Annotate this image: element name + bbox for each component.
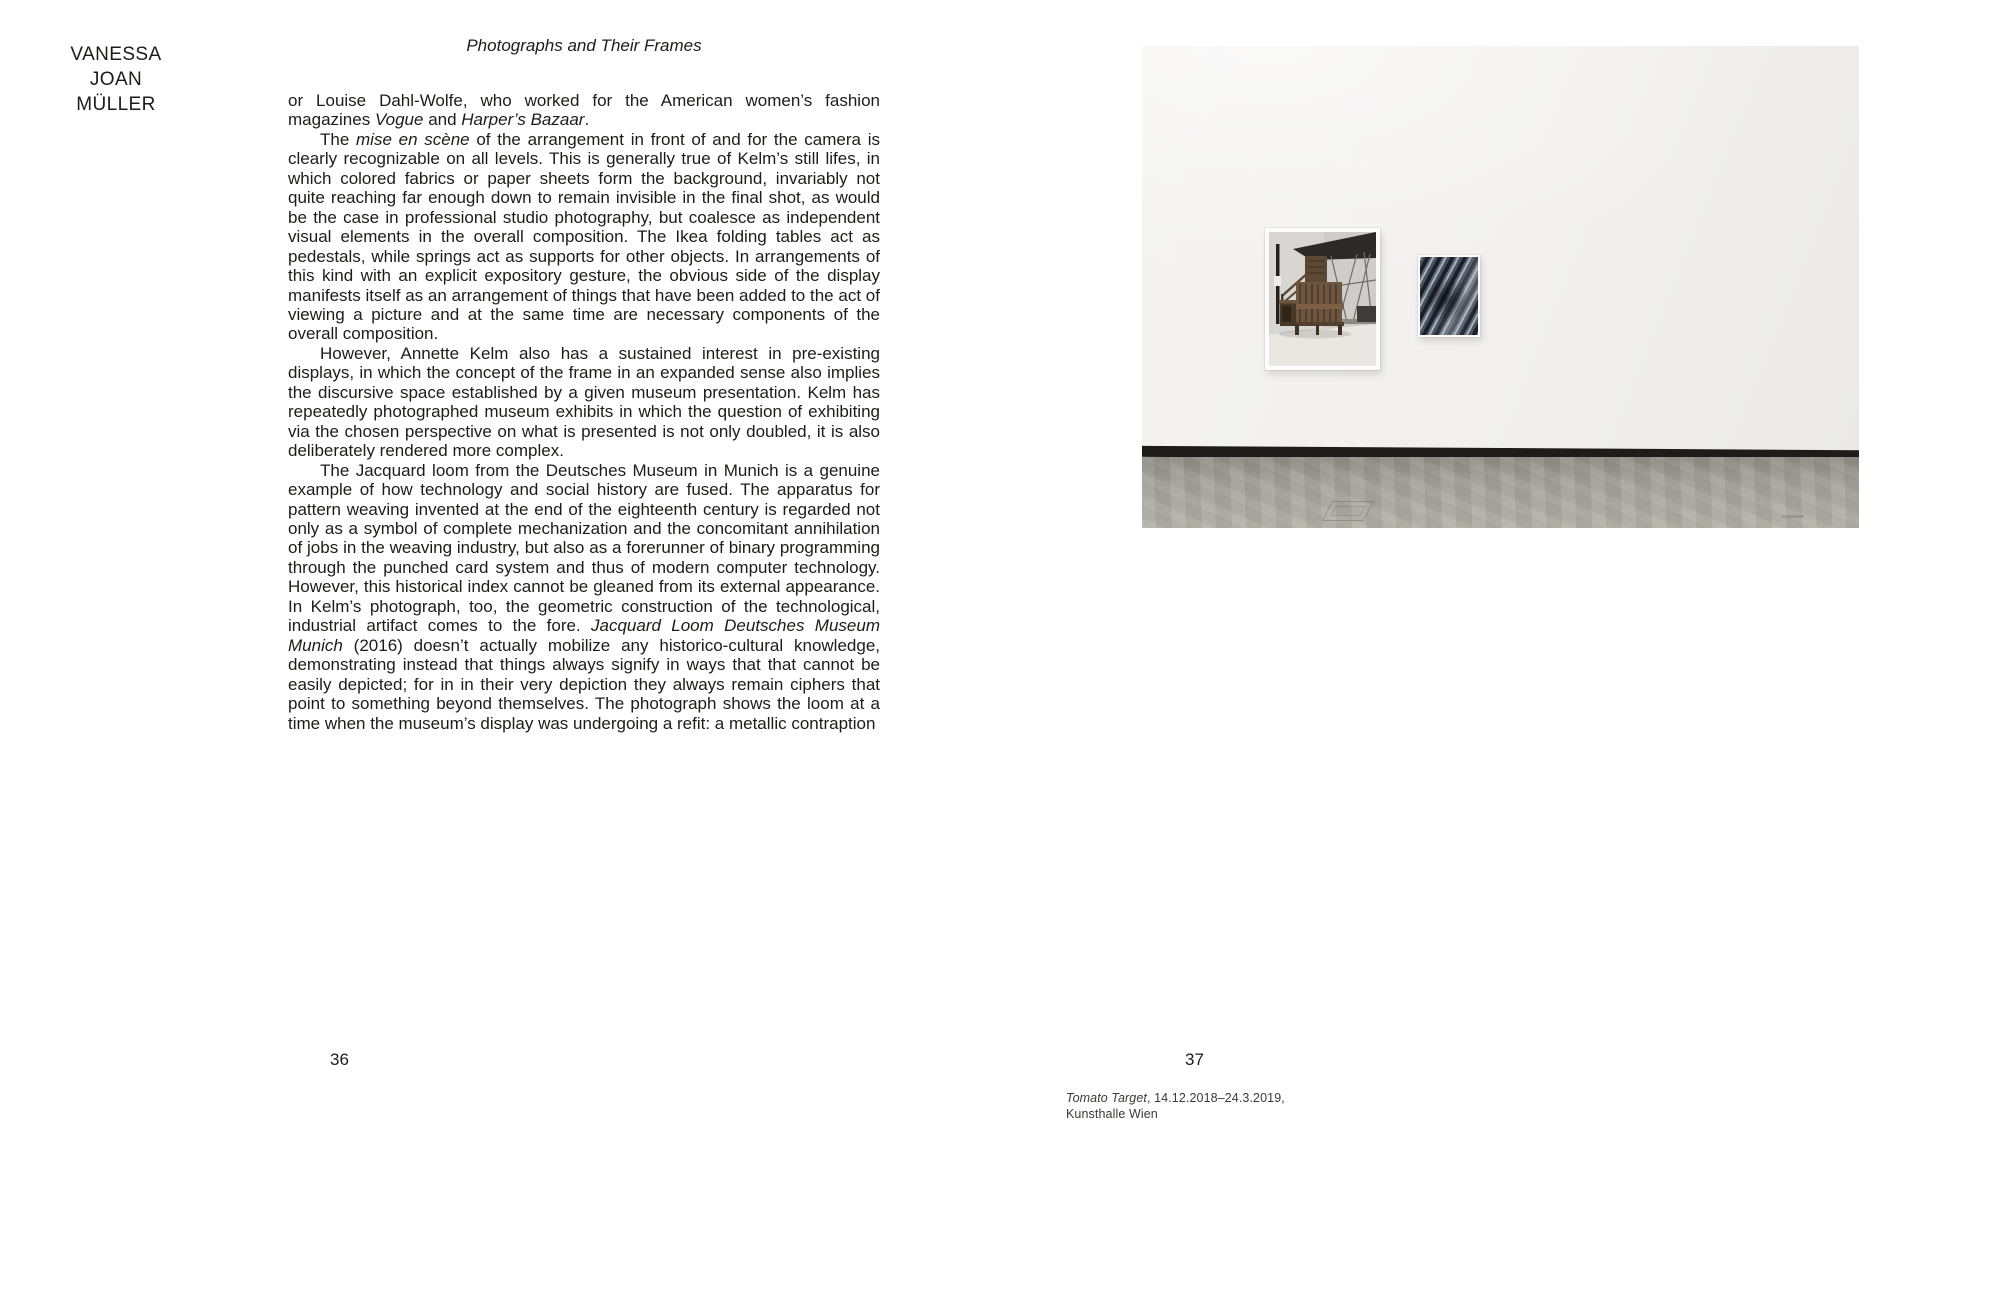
artwork-jacquard-loom-photo (1265, 228, 1380, 370)
floor-hatch-inner (1330, 506, 1365, 516)
caption-venue: Kunsthalle Wien (1066, 1106, 1158, 1121)
floor-seam-mark (1781, 515, 1805, 518)
artwork-punched-cards-photo (1418, 255, 1480, 337)
page-number-left: 36 (330, 1050, 349, 1069)
installation-photo (1142, 46, 1859, 528)
photo-caption (1066, 1091, 1386, 1122)
paragraph-2: The mise en scène of the arrangement in front of and for the camera is clearly recognizable on all levels. This is generally true of Kelm’s still lifes, in which colored fabrics or paper sheets form the background, invariably not quite reaching far enough down to remain invisible in the final shot, as would be the case in professional studio photography, but coalesce as independent visual elements in the overall composition. The Ikea folding tables act as pedestals, while springs act as supports for other objects. In arrangements of this kind with an explicit expository gesture, the obvious side of the display manifests itself as an arrangement of things that have been added to the act of viewing a picture and at the same time are necessary components of the overall composition. (288, 129, 880, 344)
gallery-floor (1142, 457, 1859, 528)
author-name (52, 42, 180, 117)
punched-cards-image (1420, 257, 1478, 335)
author-line-3: MÜLLER (76, 94, 156, 115)
gallery-wall (1142, 46, 1859, 450)
page-number-right: 37 (1185, 1050, 1204, 1069)
paragraph-3: However, Annette Kelm also has a sustained interest in pre-existing displays, in which the concept of the frame in an expanded sense also implies the discursive space established by a given museum presentation. Kelm has repeatedly photographed museum exhibits in which the question of exhibiting via the chosen perspective on what is presented is not only doubled, it is also deliberately rendered more complex. (288, 343, 880, 461)
caption-work-title: Tomato Target (1066, 1091, 1147, 1105)
caption-details: , 14.12.2018–24.3.2019, (1146, 1091, 1285, 1105)
essay-title: Photographs and Their Frames (466, 36, 702, 55)
paragraph-1: or Louise Dahl-Wolfe, who worked for the American women’s fashion magazines Vogue and Harper’s Bazaar. (288, 91, 880, 130)
author-line-2: JOAN (89, 69, 143, 90)
jacquard-loom-image (1269, 232, 1376, 366)
floor-hatch-outline (1322, 501, 1375, 521)
paragraph-4: The Jacquard loom from the Deutsches Museum in Munich is a genuine example of how technology and social history are fused. The apparatus for pattern weaving invented at the end of the eighteenth century is regarded not only as a symbol of complete mechanization and the concomitant annihilation of jobs in the weaving industry, but also as a forerunner of binary programming through the punched card system and thus of modern computer technology. However, this historical index cannot be gleaned from its external appearance. In Kelm’s photograph, too, the geometric construction of the technological, industrial artifact comes to the fore. Jacquard Loom Deutsches Museum Munich (2016) doesn’t actually mobilize any historico-cultural knowledge, demonstrating instead that things always signify in ways that that cannot be easily depicted; for in in their very depiction they always remain ciphers that point to something beyond themselves. The photograph shows the loom at a time when the museum’s display was undergoing a refit: a metallic contraption (288, 460, 880, 733)
essay-body (288, 91, 880, 733)
author-line-1: VANESSA (70, 44, 162, 65)
